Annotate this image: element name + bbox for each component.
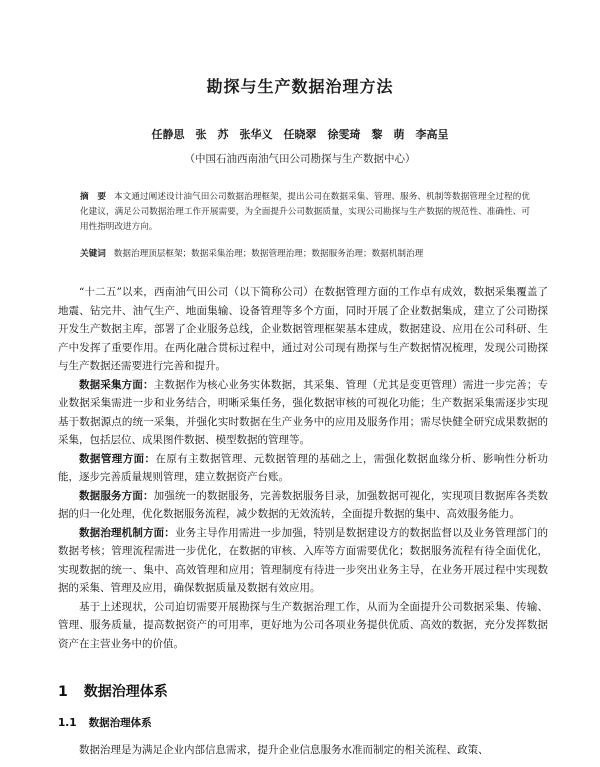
summary-paragraph: 基于上述现状，公司迫切需要开展勘探与生产数据治理工作，从而为全面提升公司数据采集、传输、管理、服务质量，提高数据资产的可用率，更好地为公司各项业务提供优质、高效的数据，充分发挥数据资产在主营业务中的价值。 bbox=[58, 600, 548, 650]
keywords-text: 数据治理顶层框架；数据采集治理；数据管理治理；数据服务治理；数据机制治理 bbox=[113, 249, 424, 259]
manage-paragraph bbox=[58, 450, 548, 487]
mechanism-paragraph bbox=[58, 524, 548, 598]
keywords-label: 关键词 bbox=[80, 249, 106, 259]
service-label: 数据服务方面： bbox=[79, 489, 154, 502]
abstract-label: 摘 要 bbox=[80, 192, 107, 202]
collect-paragraph bbox=[58, 376, 548, 450]
mechanism-label: 数据治理机制方面： bbox=[79, 526, 175, 539]
body-text bbox=[58, 283, 548, 653]
keywords bbox=[80, 247, 530, 262]
section-body-first-line: 数据治理是为满足企业内部信息需求，提升企业信息服务水准而制定的相关流程、政策、 bbox=[79, 744, 489, 756]
service-paragraph bbox=[58, 487, 548, 524]
mechanism-text: 业务主导作用需进一步加强，特别是数据建设方的数据监督以及业务管理部门的数据考核；管理流程需进一步优化，在数据的审核、入库等方面需要优化；数据服务流程有待全面优化，实现数据的统一、集中、高效管理和应用；管理制度有待进一步突出业务主导，在业务开展过程中实现数据的采集、管理及应用，确保数据质量及数据有效应用。 bbox=[58, 526, 549, 594]
section-heading-1 bbox=[58, 681, 168, 701]
author-list: 任静思 张 苏 张华义 任晓翠 徐雯琦 黎 萌 李高呈 bbox=[151, 128, 449, 141]
manage-text: 在原有主数据管理、元数据管理的基础之上，需强化数据血缘分析、影响性分析功能，逐步完善质量规则管理，建立数据资产台账。 bbox=[58, 452, 549, 483]
service-text: 加强统一的数据服务，完善数据服务目录，加强数据可视化，实现项目数据库各类数据的归一化处理，优化数据服务流程，减少数据的无效流转，全面提升数据的集中、高效服务能力。 bbox=[58, 489, 548, 520]
subsection-number: 1.1 bbox=[58, 717, 77, 729]
manage-label: 数据管理方面： bbox=[79, 452, 156, 465]
abstract-text: 本文通过阐述设计油气田公司数据治理框架，提出公司在数据采集、管理、服务、机制等数据管理全过程的优化建议，满足公司数据治理工作开展需要，为全面提升公司数据质量，实现公司勘探与生产数据的规范性、准确性、可用性指明改进方向。 bbox=[80, 192, 530, 232]
collect-label: 数据采集方面： bbox=[79, 378, 154, 391]
subsection-heading-1-1 bbox=[58, 715, 152, 730]
paper-title: 勘探与生产数据治理方法 bbox=[206, 77, 394, 96]
subsection-title: 数据治理体系 bbox=[88, 717, 152, 729]
author-affiliation: （中国石油西南油气田公司勘探与生产数据中心） bbox=[184, 153, 416, 165]
abstract bbox=[80, 190, 530, 235]
intro-paragraph: “十二五”以来，西南油气田公司（以下简称公司）在数据管理方面的工作卓有成效，数据采集覆盖了地震、钻完井、油气生产、地面集输、设备管理等多个方面，同时开展了企业数据集成，建立了公司勘探开发生产数据主库，部署了企业服务总线，企业数据管理框架基本建成，数据建设、应用在公司科研、生产中发挥了重要作用。在两化融合贯标过程中，通过对公司现有勘探与生产数据情况梳理，发现公司勘探与生产数据还需要进行完善和提升。 bbox=[58, 286, 548, 372]
section-number: 1 bbox=[58, 684, 68, 700]
section-title: 数据治理体系 bbox=[83, 684, 168, 700]
collect-text: 主数据作为核心业务实体数据，其采集、管理（尤其是变更管理）需进一步完善；专业数据采集需进一步和业务结合，明晰采集任务，强化数据审核的可视化功能；生产数据采集需逐步实现基于数据源点的统一采集，并强化实时数据在生产业务中的应用及服务作用；需尽快健全研究成果数据的采集，包括层位、成果图件数据、模型数据的管理等。 bbox=[58, 378, 548, 446]
